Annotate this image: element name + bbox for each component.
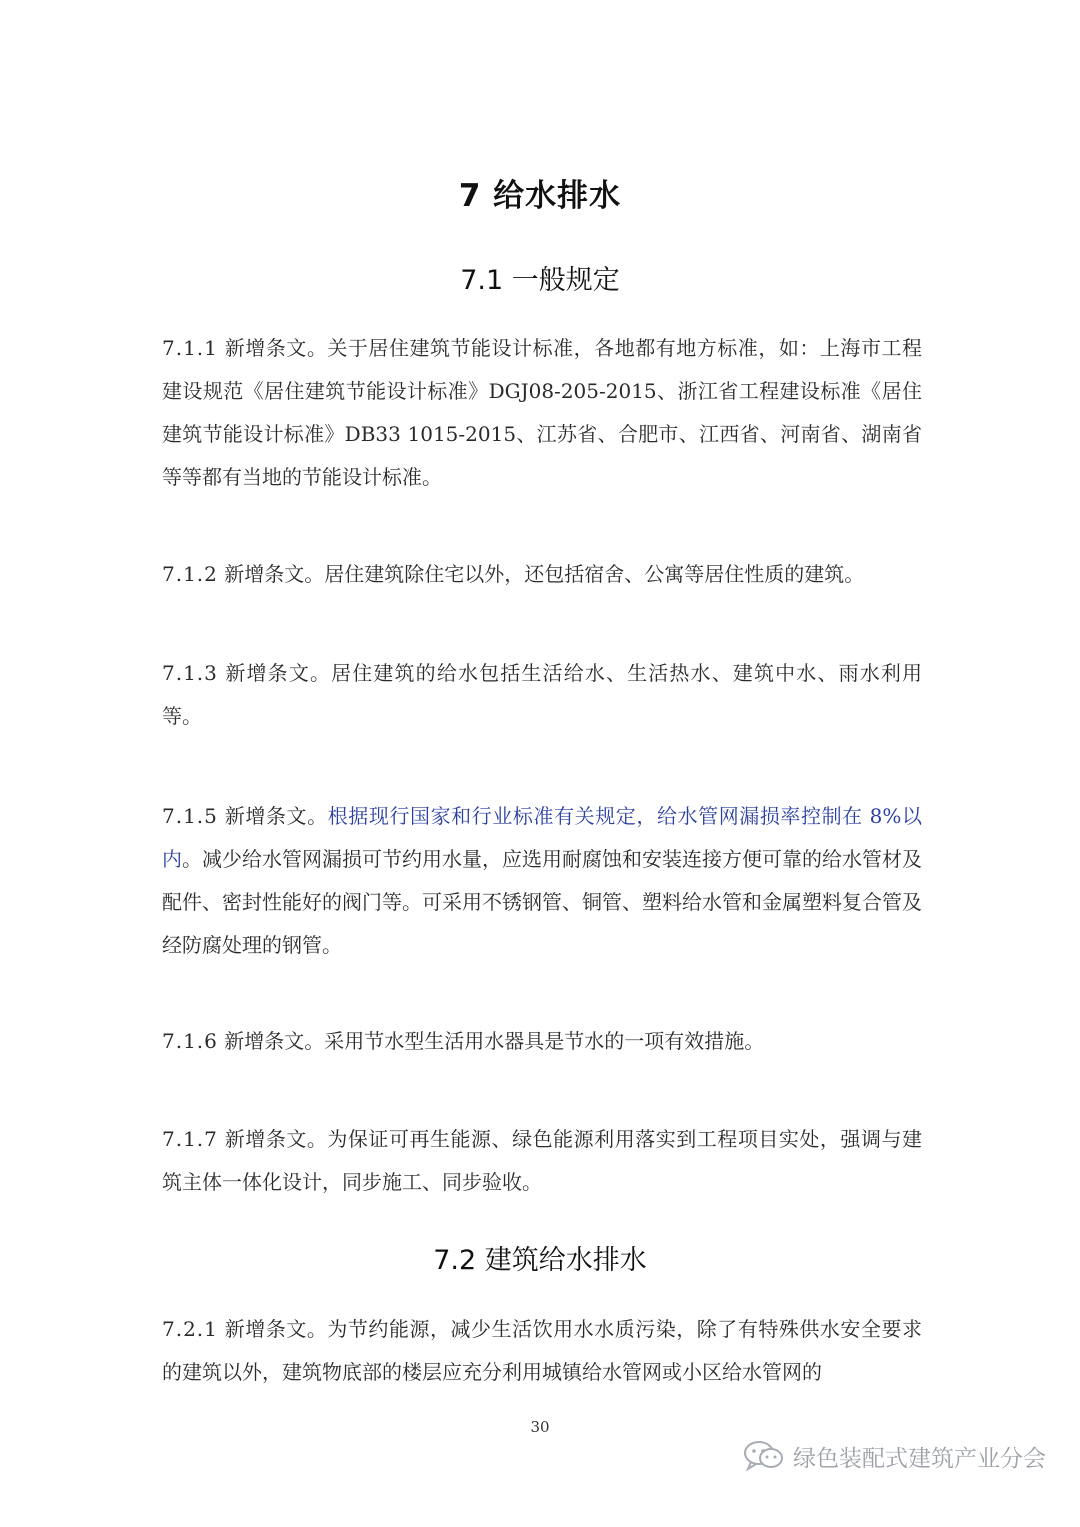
clause-number: 7.1.7 bbox=[162, 1127, 218, 1151]
section-title-7-2: 7.2 建筑给水排水 bbox=[433, 1245, 647, 1276]
clause-number: 7.1.2 bbox=[162, 562, 218, 586]
page-number: 30 bbox=[530, 1418, 550, 1436]
watermark bbox=[743, 1436, 1046, 1476]
watermark-text: 绿色装配式建筑产业分会 bbox=[793, 1445, 1046, 1472]
paragraph-7-1-7 bbox=[162, 1118, 922, 1204]
chapter-title: 7 给水排水 bbox=[458, 178, 622, 214]
paragraph-7-2-1 bbox=[162, 1308, 922, 1394]
wechat-icon bbox=[743, 1439, 785, 1473]
clause-text: 。减少给水管网漏损可节约用水量，应选用耐腐蚀和安装连接方便可靠的给水管材及配件、密封性能好的阀门等。可采用不锈钢管、铜管、塑料给水管和金属塑料复合管及经防腐处理的钢管。 bbox=[162, 847, 922, 957]
clause-text: 新增条文。为保证可再生能源、绿色能源利用落实到工程项目实处，强调与建筑主体一体化设计，同步施工、同步验收。 bbox=[162, 1127, 922, 1194]
clause-text: 新增条文。居住建筑的给水包括生活给水、生活热水、建筑中水、雨水利用等。 bbox=[162, 661, 922, 728]
paragraph-7-1-5 bbox=[162, 795, 922, 967]
paragraph-7-1-3 bbox=[162, 652, 922, 738]
clause-number: 7.1.5 bbox=[162, 804, 218, 828]
highlighted-text: 根据现行国家和行业标准有关规定，给水管网漏损率控制在 8%以内 bbox=[162, 804, 922, 871]
paragraph-7-1-6 bbox=[162, 1020, 922, 1063]
clause-lead: 新增条文。 bbox=[217, 804, 328, 828]
clause-number: 7.1.1 bbox=[162, 336, 218, 360]
section-title-7-1: 7.1 一般规定 bbox=[460, 265, 620, 296]
clause-text: 新增条文。为节约能源，减少生活饮用水水质污染，除了有特殊供水安全要求的建筑以外，建筑物底部的楼层应充分利用城镇给水管网或小区给水管网的 bbox=[162, 1317, 922, 1384]
clause-number: 7.2.1 bbox=[162, 1317, 218, 1341]
clause-text: 新增条文。居住建筑除住宅以外，还包括宿舍、公寓等居住性质的建筑。 bbox=[217, 562, 865, 586]
clause-text: 新增条文。采用节水型生活用水器具是节水的一项有效措施。 bbox=[217, 1029, 765, 1053]
clause-number: 7.1.3 bbox=[162, 661, 218, 685]
paragraph-7-1-1 bbox=[162, 327, 922, 499]
paragraph-7-1-2 bbox=[162, 553, 922, 596]
clause-text: 新增条文。关于居住建筑节能设计标准，各地都有地方标准，如：上海市工程建设规范《居住建筑节能设计标准》DGJ08-205-2015、浙江省工程建设标准《居住建筑节能设计标准》DB33 1015-2015、江苏省、合肥市、江西省、河南省、湖南省等等都有当地的节能设计标准。 bbox=[162, 336, 922, 489]
clause-number: 7.1.6 bbox=[162, 1029, 218, 1053]
